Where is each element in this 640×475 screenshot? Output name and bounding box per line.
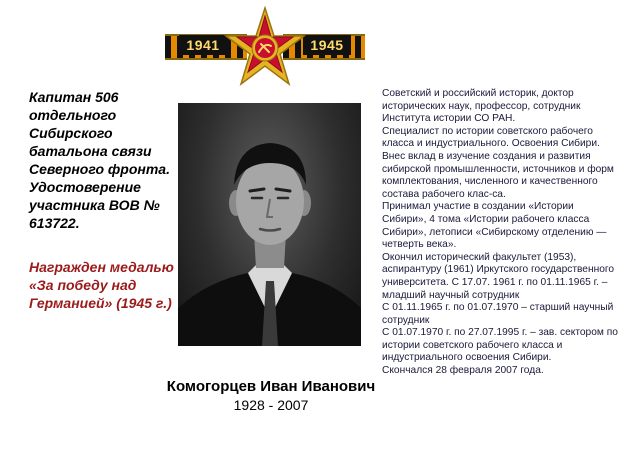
bio-paragraph: С 01.11.1965 г. по 01.07.1970 – старший научный сотрудник	[382, 302, 614, 326]
bio-paragraph: Советский и российский историк, доктор исторических наук, профессор, сотрудник Института истории СО РАН.	[382, 88, 581, 125]
bio-paragraph: Принимал участие в создании «Истории Сибири», 4 тома «Истории рабочего класса Сибири», летописи «Сибирскому отделению — четверть века».	[382, 201, 607, 251]
bio-paragraph: Специалист по истории советского рабочего класса и индустриального. Освоения Сибири.	[382, 125, 600, 150]
service-record-text: Капитан 506 отдельного Сибирского батальона связи Северного фронта. Удостоверение участника ВОВ № 613722.	[29, 89, 170, 231]
portrait-photo	[178, 103, 361, 346]
order-patriotic-war-star-icon	[221, 6, 309, 90]
biography-text	[382, 88, 618, 378]
year-end: 1945	[303, 35, 351, 55]
bio-paragraph: Окончил исторический факультет (1953), аспирантуру (1961) Иркутского государственного университета. С 17.07. 1961 г. по 01.11.1965 г. – младший научный сотрудник	[382, 251, 615, 301]
war-emblem	[165, 6, 365, 90]
bio-paragraph: С 01.07.1970 г. по 27.07.1995 г. – зав. сектором по истории советского рабочего класса и индустриального освоения Сибири.	[382, 327, 618, 364]
portrait-figure	[178, 103, 361, 346]
bio-paragraph: Внес вклад в изучение создания и развития сибирской промышленности, источников и форм комплектования, численного и качественного состава рабочего клас-са.	[382, 150, 614, 200]
award-text: Награжден медалью «За победу над Германией» (1945 г.)	[29, 259, 174, 311]
year-start: 1941	[179, 35, 227, 55]
person-name: Комогорцев Иван Иванович	[166, 378, 376, 395]
life-years: 1928 - 2007	[233, 397, 309, 413]
bio-paragraph: Скончался 28 февраля 2007 года.	[382, 365, 544, 377]
